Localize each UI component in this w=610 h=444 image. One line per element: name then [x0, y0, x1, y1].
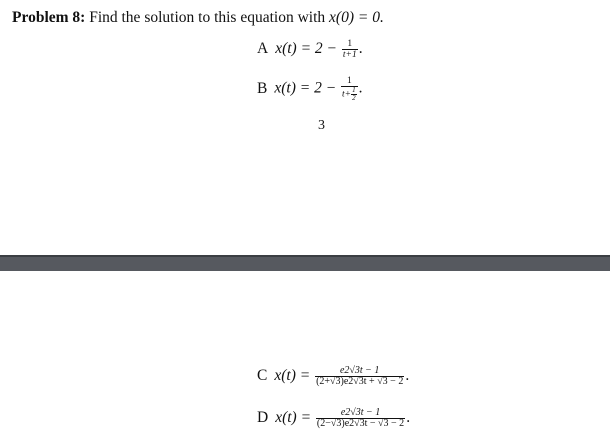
choice-a-letter: A	[257, 40, 269, 58]
choice-b-letter: B	[257, 79, 268, 97]
choice-a-denominator: t+1	[342, 50, 357, 60]
choice-d-lhs: x(t) =	[275, 409, 312, 427]
choice-b	[257, 76, 362, 102]
problem-text: Find the solution to this equation with	[89, 9, 326, 26]
choice-b-denominator	[341, 86, 358, 102]
choice-b-lhs: x(t) = 2 −	[274, 79, 337, 97]
choice-c-fraction	[315, 366, 404, 387]
choice-d-letter: D	[257, 409, 269, 427]
choice-b-den-pre: t+	[342, 89, 352, 100]
choice-c-denominator: (2+√3)e2√3t + √3 − 2	[316, 376, 404, 387]
choice-a-lhs: x(t) = 2 −	[275, 40, 338, 58]
choice-a-fraction	[342, 39, 358, 60]
problem-statement	[12, 9, 384, 27]
page-number: 3	[318, 118, 325, 133]
problem-label: Problem 8:	[12, 9, 86, 26]
choice-b-fraction	[341, 76, 358, 102]
choice-c-lhs: x(t) =	[274, 367, 311, 385]
choice-a	[257, 39, 363, 60]
choice-d	[257, 408, 410, 429]
choice-d-numerator: e2√3t − 1	[340, 407, 381, 418]
problem-condition: x(0) = 0.	[329, 9, 384, 26]
choice-d-denominator: (2−√3)e2√3t − √3 − 2	[316, 418, 405, 429]
page-separator	[0, 255, 610, 271]
choice-c-tail: .	[405, 367, 410, 385]
choice-a-tail: .	[358, 40, 363, 58]
page-separator-edge	[0, 255, 610, 257]
choice-c	[257, 366, 409, 387]
choice-b-half-num: 1	[352, 86, 356, 94]
choice-c-letter: C	[257, 367, 268, 385]
choice-b-half-den: 2	[352, 94, 356, 102]
choice-b-half	[351, 87, 357, 102]
choice-a-numerator: 1	[347, 39, 353, 49]
choice-d-tail: .	[406, 409, 411, 427]
choice-b-numerator: 1	[346, 76, 352, 86]
choice-b-tail: .	[358, 79, 363, 97]
choice-c-numerator: e2√3t − 1	[339, 365, 380, 376]
choice-d-fraction	[316, 408, 405, 429]
